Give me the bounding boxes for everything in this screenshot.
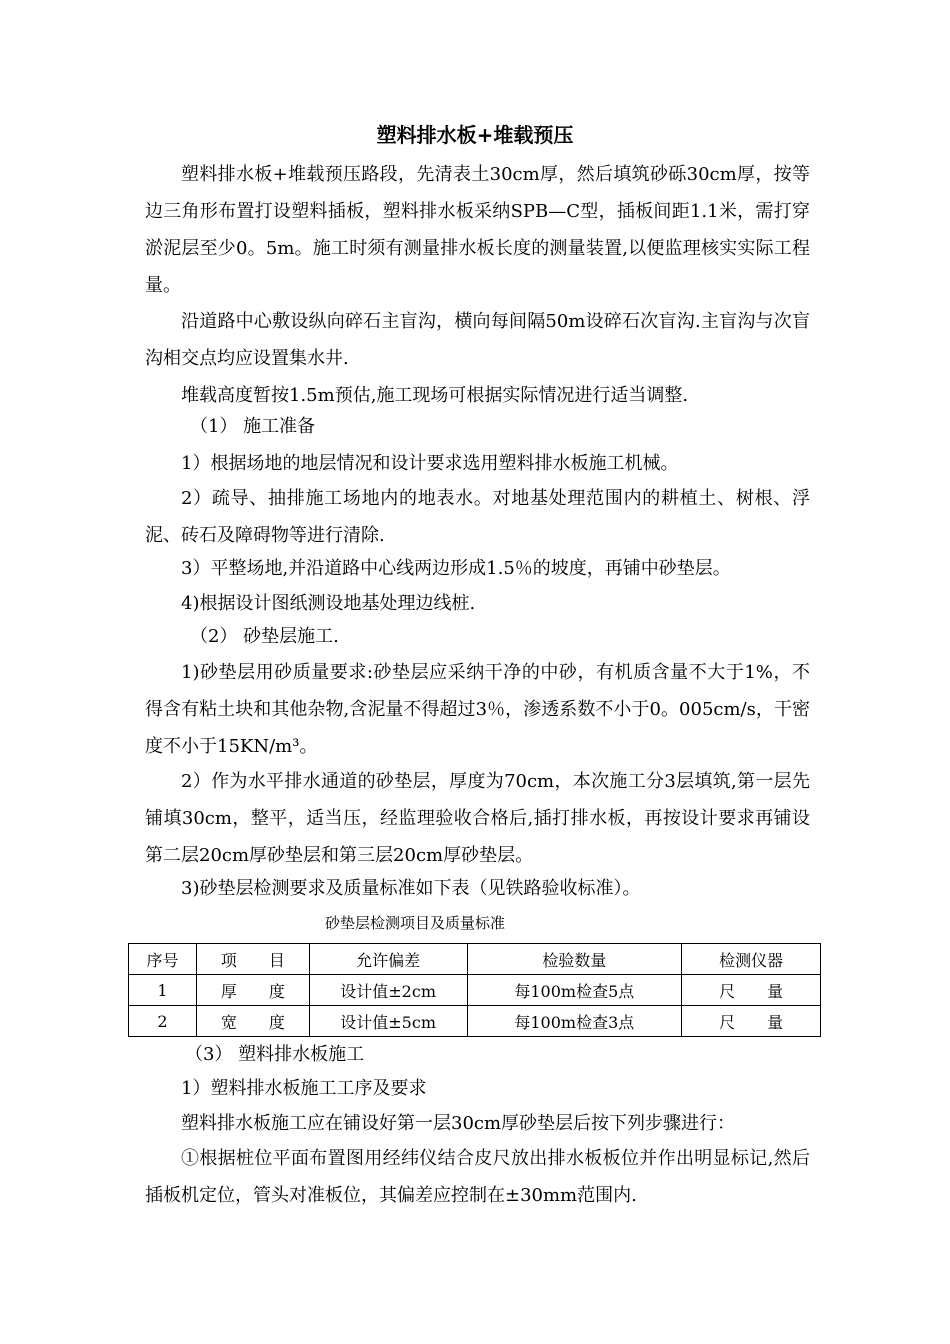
table-header-cell: 项 目 <box>196 944 309 975</box>
table-row <box>129 1006 821 1037</box>
section-2-item-1: 1)砂垫层用砂质量要求:砂垫层应采纳干净的中砂，有机质含量不大于1%，不得含有粘土块和其他杂物,含泥量不得超过3％，渗透系数不小于0。005cm/s，干密度不小于15KN/m³。 <box>145 662 810 757</box>
section-1-heading: （1） 施工准备 <box>190 416 316 437</box>
table-cell: 尺 量 <box>682 975 821 1006</box>
table-header-cell: 检测仪器 <box>682 944 821 975</box>
document-title: 塑料排水板+堆载预压 <box>376 123 574 147</box>
section-2-item-3: 3)砂垫层检测要求及质量标准如下表（见铁路验收标准）。 <box>181 878 641 899</box>
section-1-item-1: 1）根据场地的地层情况和设计要求选用塑料排水板施工机械。 <box>181 453 679 474</box>
table-header-cell: 允许偏差 <box>309 944 467 975</box>
section-1-item-2: 2）疏导、抽排施工场地内的地表水。对地基处理范围内的耕植土、树根、浮泥、砖石及障碍物等进行清除. <box>145 488 810 546</box>
section-3-step-1: ①根据桩位平面布置图用经纬仪结合皮尺放出排水板板位并作出明显标记,然后插板机定位，管头对准板位，其偏差应控制在±30mm范围内. <box>145 1148 810 1206</box>
table-cell: 每100m检查5点 <box>467 975 682 1006</box>
table-header-row <box>129 944 821 975</box>
table-cell: 尺 量 <box>682 1006 821 1037</box>
table-header-cell: 序号 <box>129 944 197 975</box>
section-3-heading: （3） 塑料排水板施工 <box>185 1044 365 1065</box>
table-cell: 厚 度 <box>196 975 309 1006</box>
section-3-intro: 塑料排水板施工应在铺设好第一层30cm厚砂垫层后按下列步骤进行： <box>181 1113 736 1134</box>
table-cell: 2 <box>129 1006 197 1037</box>
intro-paragraph-1: 塑料排水板+堆载预压路段，先清表土30cm厚，然后填筑砂砾30cm厚，按等边三角形布置打设塑料插板，塑料排水板采纳SPB—C型，插板间距1.1米，需打穿淤泥层至少0。5m。施工时须有测量排水板长度的测量装置,以便监理核实实际工程量。 <box>145 164 810 296</box>
table-cell: 设计值±5cm <box>309 1006 467 1037</box>
section-3-subheading: 1）塑料排水板施工工序及要求 <box>181 1078 427 1099</box>
section-2-heading: （2） 砂垫层施工. <box>190 626 339 647</box>
section-1-item-4: 4)根据设计图纸测设地基处理边线桩. <box>181 593 476 614</box>
table-caption: 砂垫层检测项目及质量标准 <box>324 914 505 932</box>
section-2-item-2: 2）作为水平排水通道的砂垫层，厚度为70cm，本次施工分3层填筑,第一层先铺填30cm，整平，适当压，经监理验收合格后,插打排水板，再按设计要求再铺设第二层20cm厚砂垫层和第三层20cm厚砂垫层。 <box>145 771 810 866</box>
section-1-item-3: 3）平整场地,并沿道路中心线两边形成1.5％的坡度，再铺中砂垫层。 <box>181 558 731 579</box>
table-header-cell: 检验数量 <box>467 944 682 975</box>
table-row <box>129 975 821 1006</box>
table-cell: 宽 度 <box>196 1006 309 1037</box>
intro-paragraph-2: 沿道路中心敷设纵向碎石主盲沟，横向每间隔50m设碎石次盲沟.主盲沟与次盲沟相交点均应设置集水井. <box>145 311 810 369</box>
table-cell: 每100m检查3点 <box>467 1006 682 1037</box>
table-cell: 设计值±2cm <box>309 975 467 1006</box>
intro-paragraph-3: 堆载高度暂按1.5m预估,施工现场可根据实际情况进行适当调整. <box>181 385 689 406</box>
table-cell: 1 <box>129 975 197 1006</box>
quality-standard-table <box>128 943 821 1037</box>
